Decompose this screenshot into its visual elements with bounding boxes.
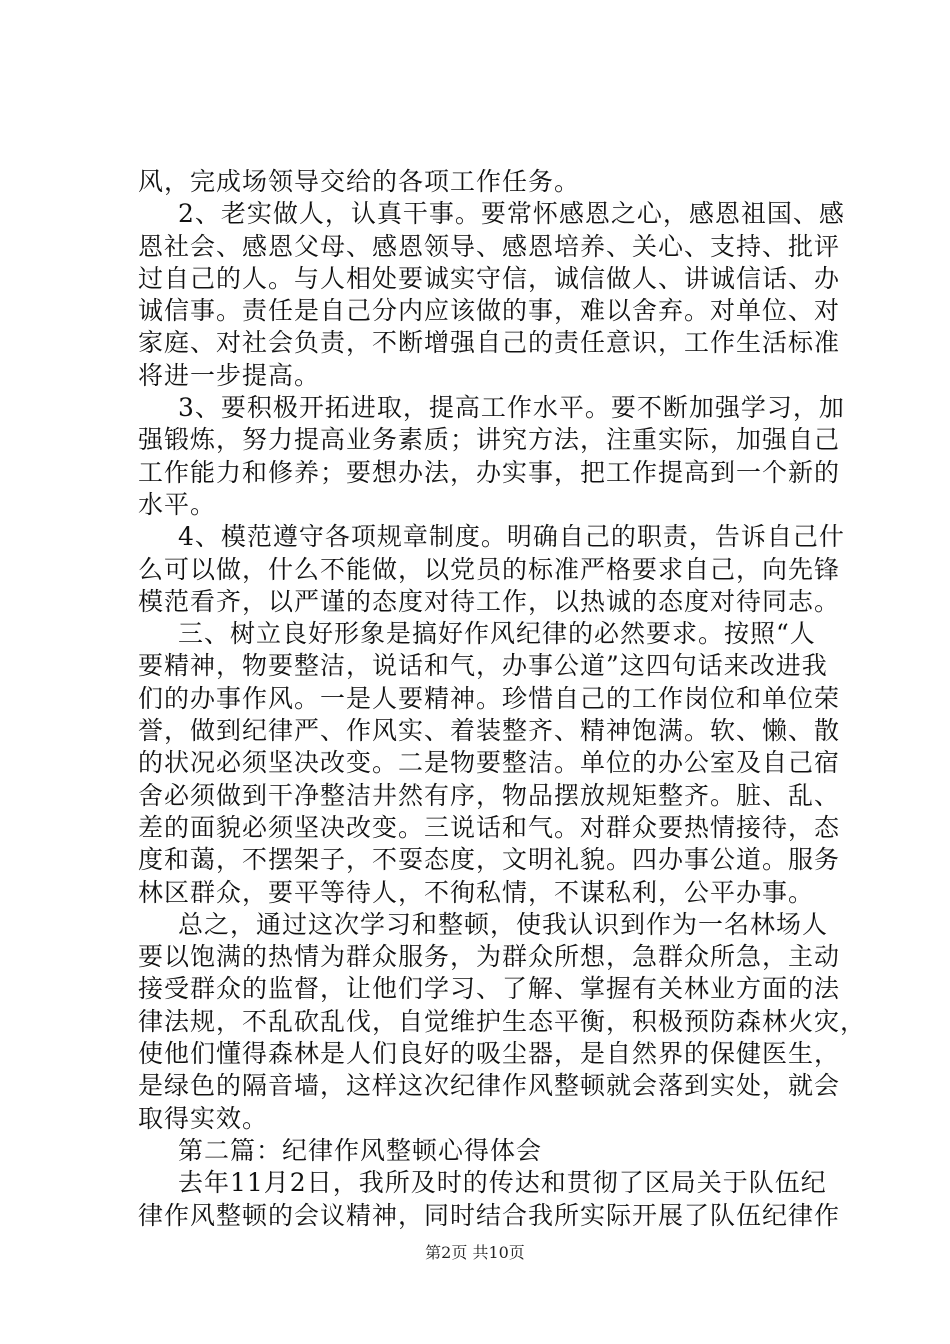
text-line: 水平。 <box>138 489 217 519</box>
text-line: 诚信事。责任是自己分内应该做的事，难以舍弃。对单位、对 <box>138 296 841 326</box>
text-line: 么可以做，什么不能做，以党员的标准严格要求自己，向先锋 <box>138 554 841 584</box>
text-line: 律法规，不乱砍乱伐，自觉维护生态平衡，积极预防森林火灾， <box>138 1006 867 1036</box>
text-line: 3、要积极开拓进取，提高工作水平。要不断加强学习，加 <box>178 393 845 423</box>
text-line: 接受群众的监督，让他们学习、了解、掌握有关林业方面的法 <box>138 974 841 1004</box>
text-line: 工作能力和修养；要想办法，办实事，把工作提高到一个新的 <box>138 457 841 487</box>
text-line: 2、老实做人，认真干事。要常怀感恩之心，感恩祖国、感 <box>178 199 845 229</box>
text-line: 去年11月2日，我所及时的传达和贯彻了区局关于队伍纪 <box>178 1168 827 1198</box>
page-footer: 第2页 共10页 <box>425 1243 525 1262</box>
text-line: 的状况必须坚决改变。二是物要整洁。单位的办公室及自己宿 <box>138 748 841 778</box>
text-line: 过自己的人。与人相处要诚实守信，诚信做人、讲诚信话、办 <box>138 263 841 293</box>
text-line: 们的办事作风。一是人要精神。珍惜自己的工作岗位和单位荣 <box>138 683 841 713</box>
text-line: 风，完成场领导交给的各项工作任务。 <box>138 167 581 196</box>
text-line: 差的面貌必须坚决改变。三说话和气。对群众要热情接待，态 <box>138 812 841 842</box>
text-line: 模范看齐，以严谨的态度对待工作，以热诚的态度对待同志。 <box>138 586 841 616</box>
text-line: 4、模范遵守各项规章制度。明确自己的职责，告诉自己什 <box>178 522 845 552</box>
text-line: 取得实效。 <box>138 1103 269 1133</box>
text-line: 恩社会、感恩父母、感恩领导、感恩培养、关心、支持、批评 <box>138 231 841 261</box>
text-line: 总之，通过这次学习和整顿，使我认识到作为一名林场人 <box>178 909 829 939</box>
text-line: 舍必须做到干净整洁井然有序，物品摆放规矩整齐。脏、乱、 <box>138 780 841 810</box>
text-line: 要以饱满的热情为群众服务，为群众所想，急群众所急，主动 <box>138 942 841 972</box>
text-line: 三、树立良好形象是搞好作风纪律的必然要求。按照“人 <box>178 619 816 649</box>
text-line: 度和蔼，不摆架子，不耍态度，文明礼貌。四办事公道。服务 <box>138 845 841 875</box>
text-line: 律作风整顿的会议精神，同时结合我所实际开展了队伍纪律作 <box>138 1200 841 1230</box>
text-line: 要精神，物要整洁，说话和气，办事公道”这四句话来改进我 <box>138 651 828 681</box>
text-line: 家庭、对社会负责，不断增强自己的责任意识，工作生活标准 <box>138 328 841 358</box>
text-line: 林区群众，要平等待人，不徇私情，不谋私利，公平办事。 <box>138 877 815 907</box>
text-line: 将进一步提高。 <box>138 360 321 390</box>
document-body <box>138 166 867 1232</box>
text-line: 强锻炼，努力提高业务素质；讲究方法，注重实际，加强自己 <box>138 425 841 455</box>
text-line: 第二篇：纪律作风整顿心得体会 <box>178 1135 543 1165</box>
text-line: 誉，做到纪律严、作风实、着装整齐、精神饱满。软、懒、散 <box>138 716 841 746</box>
text-line: 是绿色的隔音墙，这样这次纪律作风整顿就会落到实处，就会 <box>138 1071 841 1101</box>
text-line: 使他们懂得森林是人们良好的吸尘器，是自然界的保健医生， <box>138 1039 841 1069</box>
